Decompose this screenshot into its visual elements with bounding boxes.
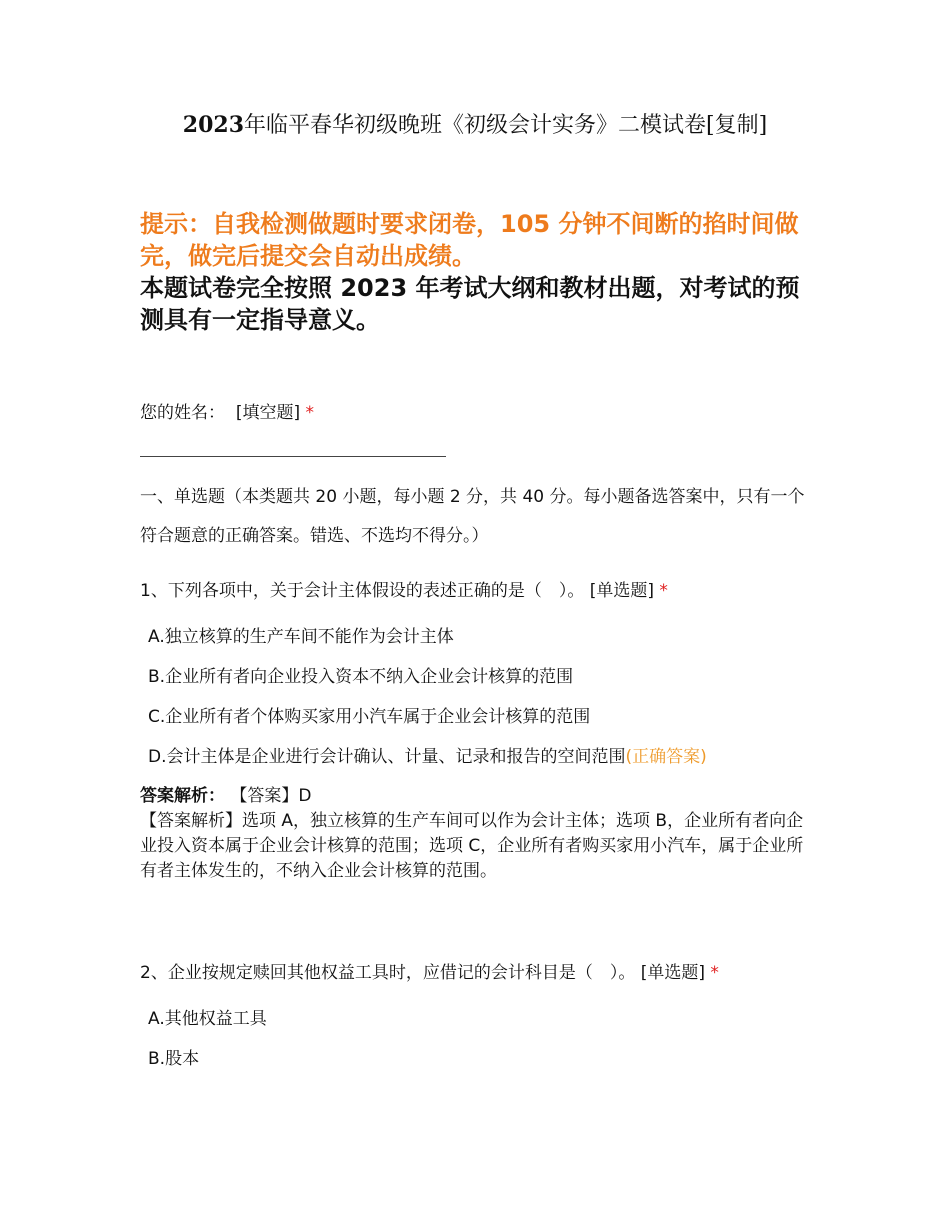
name-field-label: 您的姓名： [140, 403, 225, 423]
question-1-option-c[interactable]: C.企业所有者个体购买家用小汽车属于企业会计核算的范围 [148, 707, 591, 727]
exam-tip [140, 208, 820, 336]
question-1-text: 1、下列各项中，关于会计主体假设的表述正确的是（ ）。 [140, 581, 585, 601]
analysis-answer: 【答案】D [230, 786, 312, 806]
section-heading: 一、单选题（本类题共 20 小题，每小题 2 分，共 40 分。每小题备选答案中，只有一个符合题意的正确答案。错选、不选均不得分。） [140, 487, 805, 546]
analysis-header [140, 784, 812, 809]
page-title [0, 108, 950, 143]
question-2-text: 2、企业按规定赎回其他权益工具时，应借记的会计科目是（ ）。 [140, 963, 636, 983]
tip-syllabus: 本题试卷完全按照 2023 年考试大纲和教材出题，对考试的预测具有一定指导意义。 [140, 274, 800, 334]
question-1-option-a[interactable]: A.独立核算的生产车间不能作为会计主体 [148, 627, 454, 647]
required-mark: * [305, 403, 314, 423]
required-mark: * [659, 581, 668, 601]
title-year: 2023 [182, 112, 245, 138]
question-1-analysis [140, 784, 812, 884]
question-1-type: [单选题] [589, 581, 654, 601]
question-2-stem [140, 960, 719, 986]
name-field-label-row [140, 400, 314, 426]
correct-answer-tag: (正确答案) [625, 747, 707, 767]
name-input-line[interactable] [140, 456, 446, 457]
required-mark: * [710, 963, 719, 983]
question-1-option-d-text: D.会计主体是企业进行会计确认、计量、记录和报告的空间范围 [148, 747, 626, 767]
tip-closed-book: 提示：自我检测做题时要求闭卷，105 分钟不间断的掐时间做完，做完后提交会自动出成绩。 [140, 210, 799, 270]
question-1-option-d[interactable] [148, 744, 707, 770]
analysis-text: 【答案解析】选项 A，独立核算的生产车间可以作为会计主体；选项 B，企业所有者向企业投入资本属于企业会计核算的范围；选项 C，企业所有者购买家用小汽车，属于企业所有者主体发生的，不纳入企业会计核算的范围。 [140, 811, 804, 881]
question-2-option-a[interactable]: A.其他权益工具 [148, 1009, 267, 1029]
title-text: 年临平春华初级晚班《初级会计实务》二模试卷[复制] [244, 113, 768, 138]
question-1-stem [140, 578, 668, 604]
question-2-option-b[interactable]: B.股本 [148, 1049, 200, 1069]
name-field-type: [填空题] [235, 403, 301, 423]
analysis-label: 答案解析： [140, 786, 225, 806]
question-2-type: [单选题] [640, 963, 705, 983]
question-1-option-b[interactable]: B.企业所有者向企业投入资本不纳入企业会计核算的范围 [148, 667, 574, 687]
